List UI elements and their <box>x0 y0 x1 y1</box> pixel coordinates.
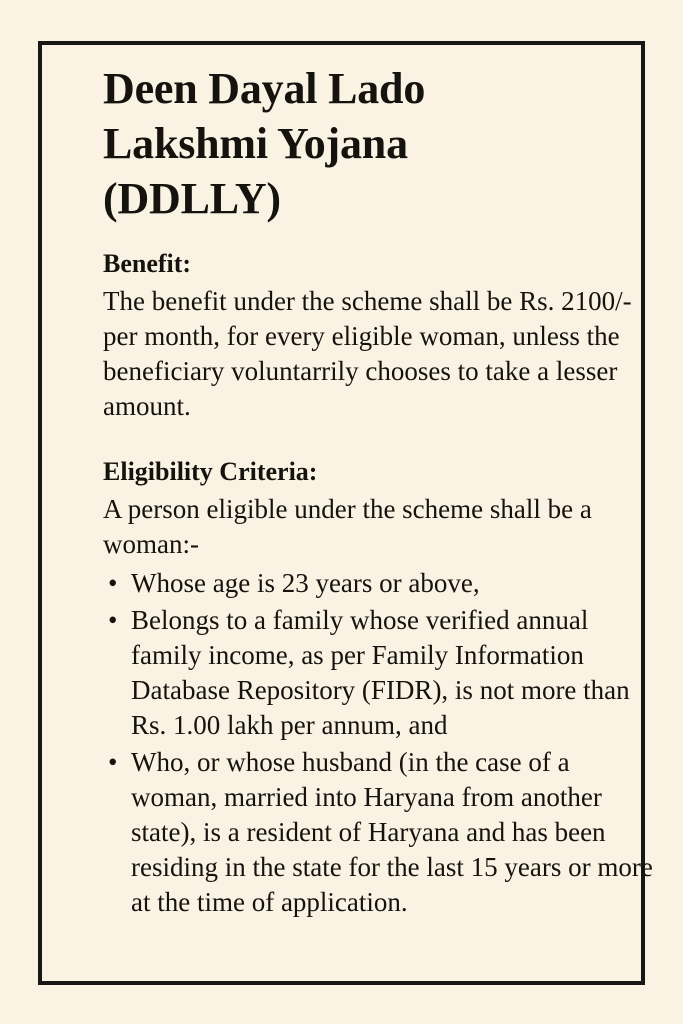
document-content <box>103 61 653 920</box>
eligibility-intro: A person eligible under the scheme shall be a woman:- <box>103 494 592 559</box>
list-item <box>103 603 659 743</box>
bullet-icon: • <box>108 747 118 777</box>
list-item-label: Who, or whose husband (in the case of a woman, married into Haryana from another state), is a resident of Haryana and has been residing in the state for the last 15 years or more at the time of application. <box>131 747 653 917</box>
list-item <box>103 745 659 920</box>
list-item-label: Whose age is 23 years or above, <box>131 568 480 598</box>
eligibility-criteria-list <box>103 566 653 920</box>
document-frame-border <box>38 41 653 985</box>
section-eligibility <box>103 456 653 920</box>
bullet-icon: • <box>108 568 118 598</box>
benefit-description: The benefit under the scheme shall be Rs. 2100/- per month, for every eligible woman, unless the beneficiary voluntarrily chooses to take a lesser amount. <box>103 286 632 421</box>
list-item-label: Belongs to a family whose verified annual family income, as per Family Information Database Repository (FIDR), is not more than Rs. 1.00 lakh per annum, and <box>131 605 630 740</box>
section-heading-benefit: Benefit: <box>103 249 192 278</box>
page-title: Deen Dayal Lado Lakshmi Yojana (DDLLY) <box>103 64 426 223</box>
list-item <box>103 566 659 601</box>
bullet-icon: • <box>108 605 118 635</box>
section-benefit <box>103 248 637 424</box>
section-heading-eligibility: Eligibility Criteria: <box>103 457 318 486</box>
